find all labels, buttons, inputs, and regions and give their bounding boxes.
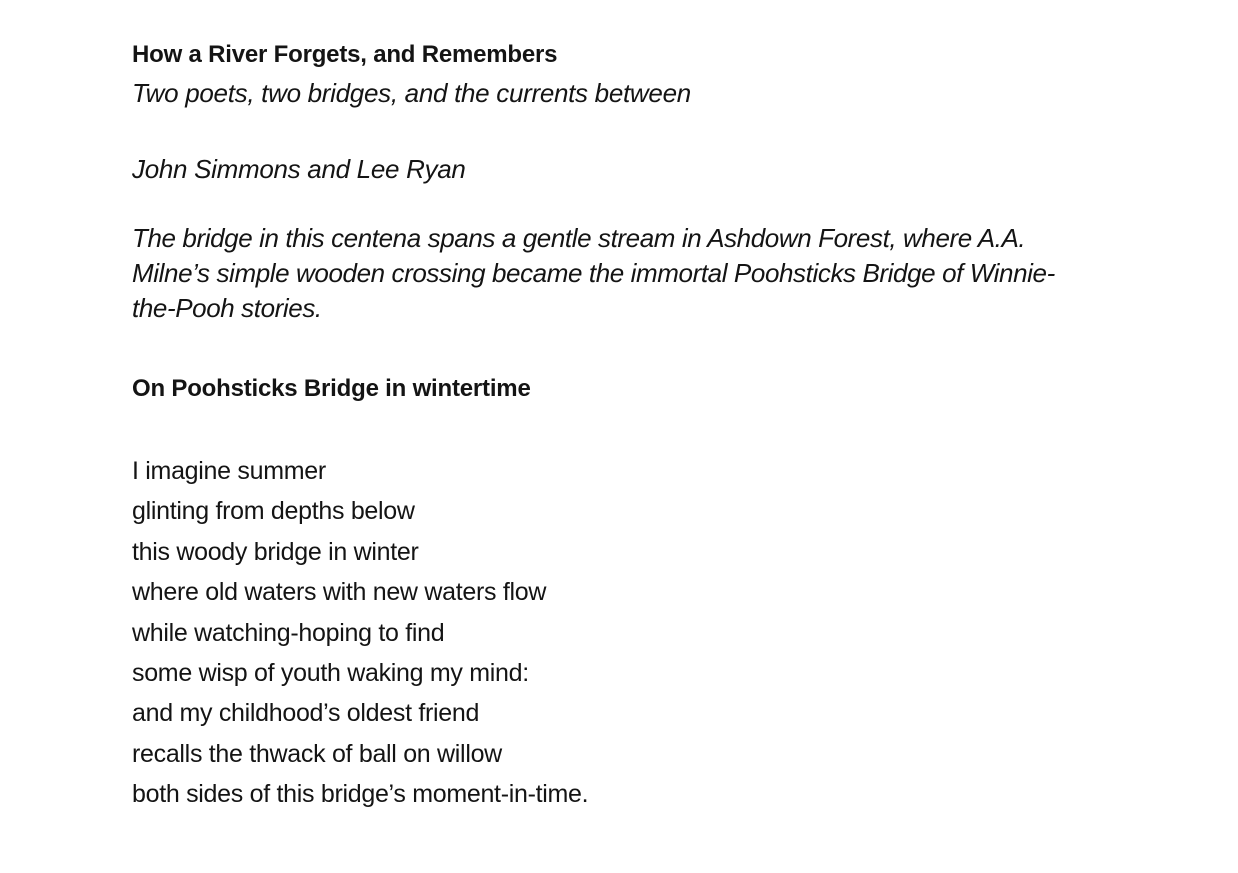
- poem-line: glinting from depths below: [132, 497, 415, 526]
- document-authors: John Simmons and Lee Ryan: [132, 154, 466, 184]
- poem-title: On Poohsticks Bridge in wintertime: [132, 375, 531, 402]
- poem-line: some wisp of youth waking my mind:: [132, 659, 529, 688]
- poem-line: recalls the thwack of ball on willow: [132, 739, 502, 768]
- document-title: How a River Forgets, and Remembers: [132, 41, 558, 68]
- poem-line: and my childhood’s oldest friend: [132, 699, 480, 728]
- poem-line: where old waters with new waters flow: [132, 578, 547, 607]
- poem-lines: [132, 451, 1132, 815]
- document-subtitle: Two poets, two bridges, and the currents between: [132, 78, 691, 108]
- poem-line: this woody bridge in winter: [132, 537, 419, 566]
- poem-line: both sides of this bridge’s moment-in-time.: [132, 780, 589, 809]
- intro-paragraph: The bridge in this centena spans a gentle stream in Ashdown Forest, where A.A. Milne’s simple wooden crossing became the immortal Poohsticks Bridge of Winnie-the-Pooh stories.: [132, 223, 1055, 323]
- document-page: [132, 36, 1132, 815]
- poem-line: while watching-hoping to find: [132, 618, 445, 647]
- poem-line: I imagine summer: [132, 457, 326, 485]
